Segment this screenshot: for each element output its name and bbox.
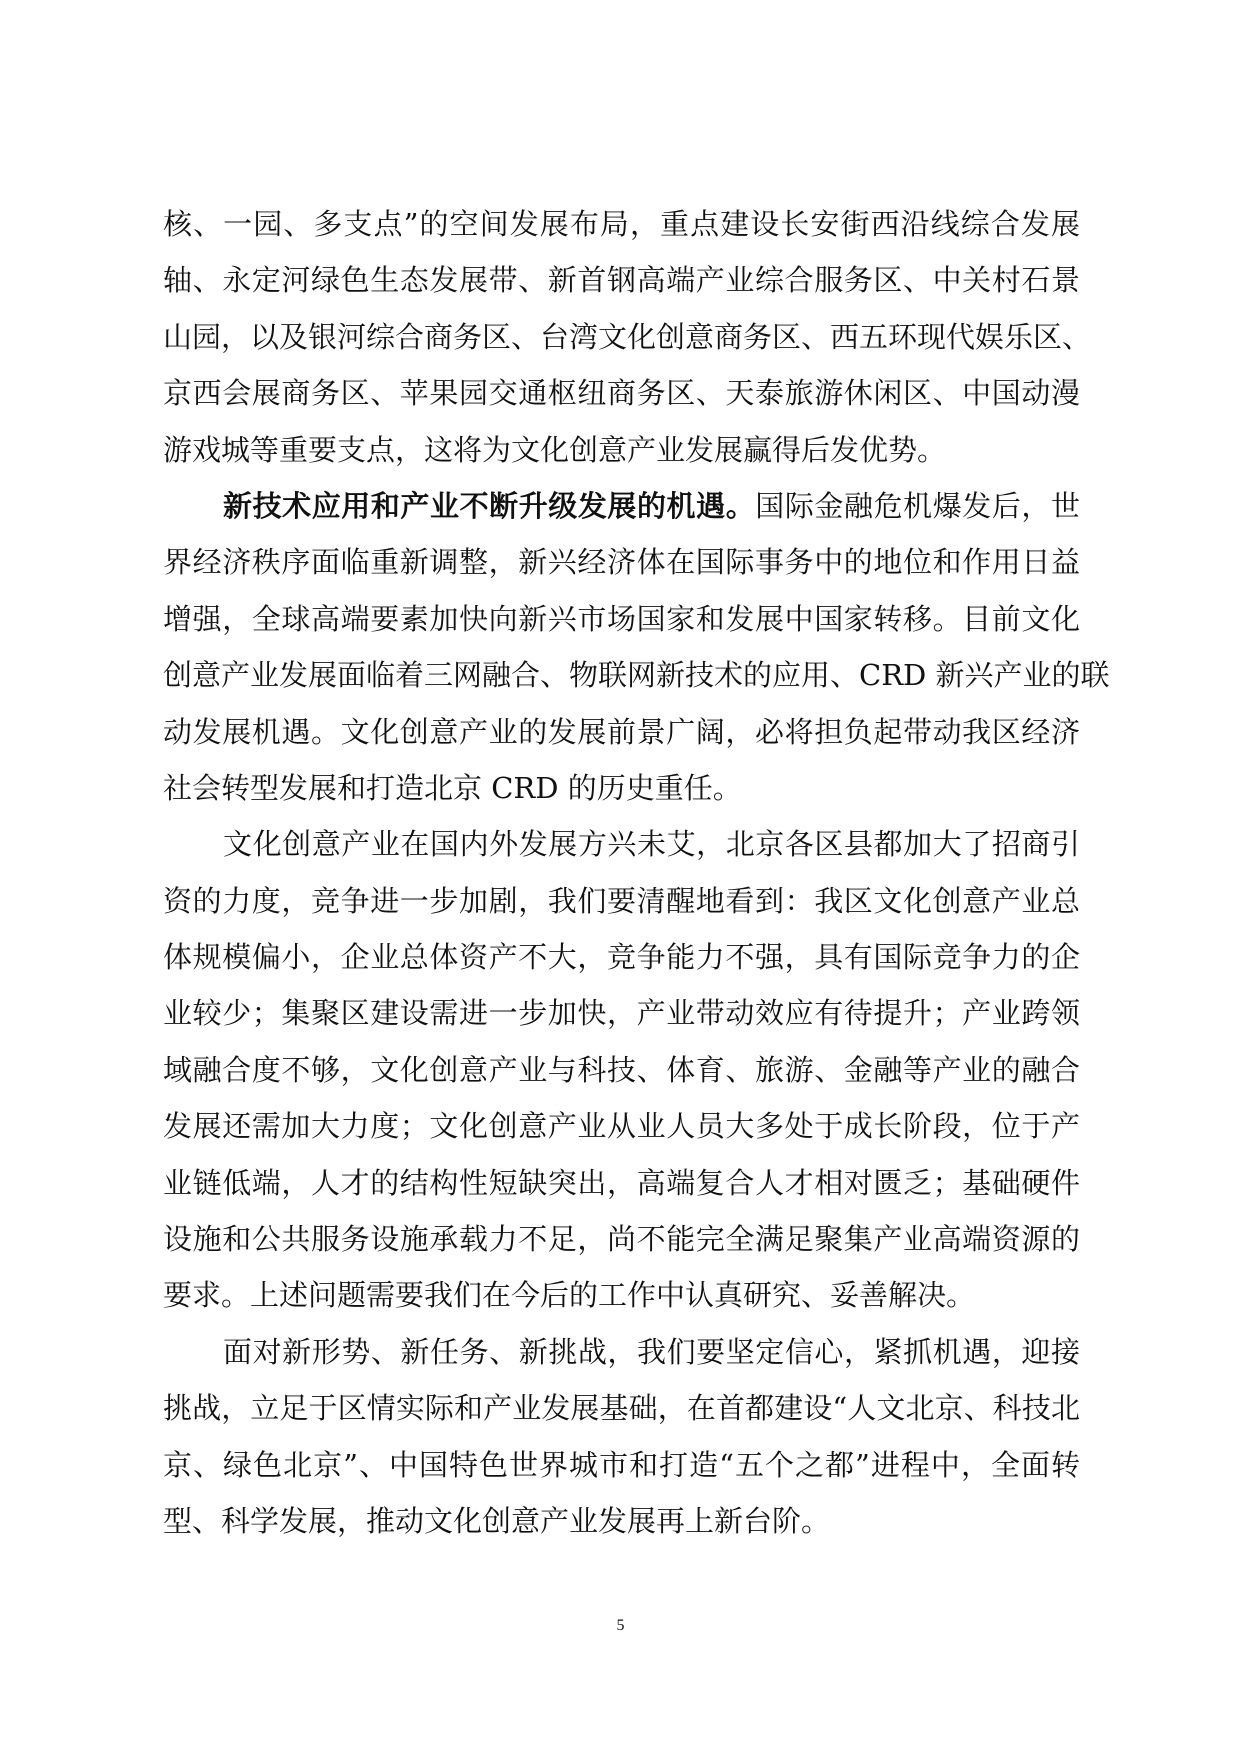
text-line: 业较少；集聚区建设需进一步加快，产业带动效应有待提升；产业跨领	[163, 996, 1080, 1031]
text-line: 轴、永定河绿色生态发展带、新首钢高端产业综合服务区、中关村石景	[163, 263, 1080, 298]
page-number: 5	[616, 1617, 625, 1634]
text-line: 发展还需加大力度；文化创意产业从业人员大多处于成长阶段，位于产	[163, 1109, 1080, 1144]
text-line: 域融合度不够，文化创意产业与科技、体育、旅游、金融等产业的融合	[163, 1052, 1080, 1087]
text-line: 增强，全球高端要素加快向新兴市场国家和发展中国家转移。目前文化	[163, 601, 1080, 636]
text-line: 面对新形势、新任务、新挑战，我们要坚定信心，紧抓机遇，迎接	[223, 1334, 1080, 1369]
paragraph-conclusion	[163, 1324, 1080, 1550]
text-line: 京西会展商务区、苹果园交通枢纽商务区、天泰旅游休闲区、中国动漫	[163, 376, 1080, 411]
text-line: 体规模偏小，企业总体资产不大，竞争能力不强，具有国际竞争力的企	[163, 940, 1080, 975]
text-line: 要求。上述问题需要我们在今后的工作中认真研究、妥善解决。	[163, 1278, 976, 1313]
text-line: 核、一园、多支点”的空间发展布局，重点建设长安街西沿线综合发展	[163, 207, 1080, 241]
text-line: 动发展机遇。文化创意产业的发展前景广阔，必将担负起带动我区经济	[163, 714, 1080, 749]
body-text	[163, 196, 1110, 1549]
text-line: 创意产业发展面临着三网融合、物联网新技术的应用、CRD 新兴产业的联	[163, 658, 1110, 693]
text-line: 业链低端，人才的结构性短缺突出，高端复合人才相对匮乏；基础硬件	[163, 1165, 1080, 1200]
paragraph-spatial-layout	[163, 196, 1092, 478]
text-line: 京、绿色北京”、中国特色世界城市和打造“五个之都”进程中，全面转	[163, 1447, 1080, 1482]
text-line: 游戏城等重要支点，这将为文化创意产业发展赢得后发优势。	[163, 432, 947, 467]
text-line: 社会转型发展和打造北京 CRD 的历史重任。	[163, 770, 742, 805]
paragraph-tech-opportunity	[163, 478, 1110, 816]
paragraph-challenges	[163, 816, 1080, 1324]
text-line: 型、科学发展，推动文化创意产业发展再上新台阶。	[163, 1503, 831, 1538]
text-line: 界经济秩序面临重新调整，新兴经济体在国际事务中的地位和作用日益	[163, 545, 1080, 580]
paragraph-heading: 新技术应用和产业不断升级发展的机遇。	[223, 488, 756, 523]
text-line: 文化创意产业在国内外发展方兴未艾，北京各区县都加大了招商引	[223, 827, 1080, 862]
text-line	[163, 478, 1080, 534]
heading-line-rest: 国际金融危机爆发后，世	[755, 488, 1080, 523]
text-line: 挑战，立足于区情实际和产业发展基础，在首都建设“人文北京、科技北	[163, 1391, 1080, 1426]
text-line: 资的力度，竞争进一步加剧，我们要清醒地看到：我区文化创意产业总	[163, 883, 1080, 918]
text-line: 山园，以及银河综合商务区、台湾文化创意商务区、西五环现代娱乐区、	[163, 319, 1092, 354]
text-line: 设施和公共服务设施承载力不足，尚不能完全满足聚集产业高端资源的	[163, 1222, 1080, 1257]
